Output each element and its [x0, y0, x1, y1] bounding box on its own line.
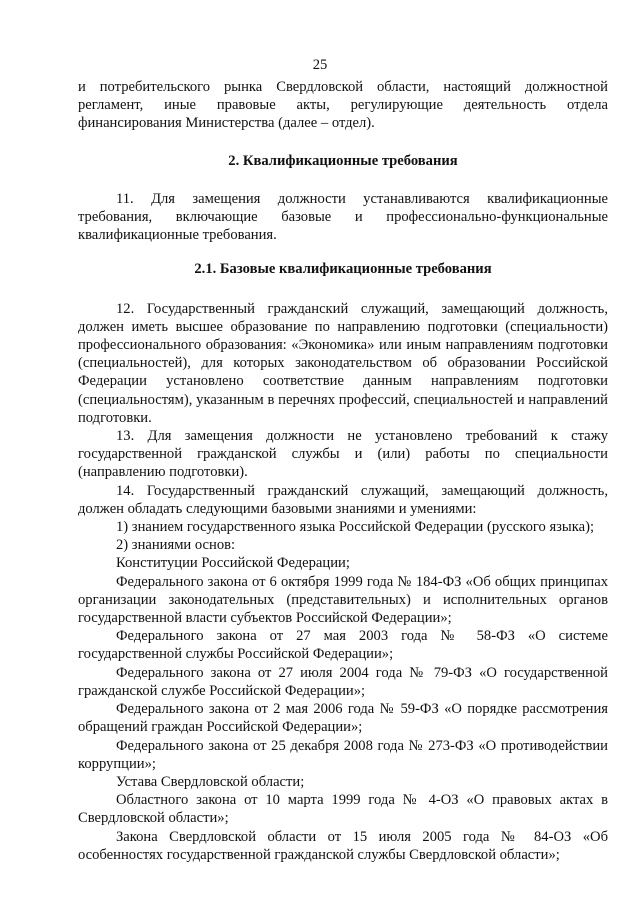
law-item-59fz: Федерального закона от 2 мая 2006 года № 59-ФЗ «О порядке рассмотрения обращений граждан Российской Федерации»;	[78, 701, 608, 736]
paragraph-13: 13. Для замещения должности не установлено требований к стажу государственной гражданской службы и (или) работы по специальности (направлению подготовки).	[78, 428, 608, 481]
paragraph-intro: и потребительского рынка Свердловской области, настоящий должностной регламент, иные правовые акты, регулирующие деятельность отдела финансирования Министерства (далее – отдел).	[78, 79, 608, 132]
law-item-4oz: Областного закона от 10 марта 1999 года № 4-ОЗ «О правовых актах в Свердловской области»;	[78, 792, 608, 827]
list-item-basics: 2) знаниями основ:	[116, 537, 236, 554]
law-item-84oz: Закона Свердловской области от 15 июля 2005 года № 84-ОЗ «Об особенностях государственной гражданской службы Свердловской области»;	[78, 828, 608, 863]
paragraph-14: 14. Государственный гражданский служащий, замещающий должность, должен обладать следующими базовыми знаниями и умениями:	[78, 482, 608, 517]
list-item-language: 1) знанием государственного языка Российской Федерации (русского языка);	[116, 519, 594, 536]
subsection-heading: 2.1. Базовые квалификационные требования	[194, 261, 492, 278]
section-heading: 2. Квалификационные требования	[228, 152, 458, 169]
law-item-79fz: Федерального закона от 27 июля 2004 года № 79-ФЗ «О государственной гражданской службе Российской Федерации»;	[78, 664, 608, 699]
law-item-charter: Устава Свердловской области;	[116, 773, 305, 790]
law-item-273fz: Федерального закона от 25 декабря 2008 года № 273-ФЗ «О противодействии коррупции»;	[78, 737, 608, 772]
paragraph-11: 11. Для замещения должности устанавливаются квалификационные требования, включающие базовые и профессионально-функциональные квалификационные требования.	[78, 190, 608, 244]
law-item-constitution: Конституции Российской Федерации;	[116, 555, 350, 572]
law-item-184fz: Федерального закона от 6 октября 1999 года № 184-ФЗ «Об общих принципах организации законодательных (представительных) и исполнительных органов государственной власти субъектов Российской Федерации»;	[78, 573, 608, 627]
document-body	[78, 78, 608, 864]
paragraph-12: 12. Государственный гражданский служащий, замещающий должность, должен иметь высшее образование по направлению подготовки (специальности) профессионального образования: «Экономика» или иным направлениям подготовки (специальностей), для которых законодательством об образовании Российской Федерации установлено соответствие данным направлениям подготовки (специальностям), указанным в перечнях профессий, специальностей и направлений подготовки.	[78, 300, 608, 426]
page-number: 25	[312, 57, 328, 73]
law-item-58fz: Федерального закона от 27 мая 2003 года № 58-ФЗ «О системе государственной службы Российской Федерации»;	[78, 628, 608, 663]
